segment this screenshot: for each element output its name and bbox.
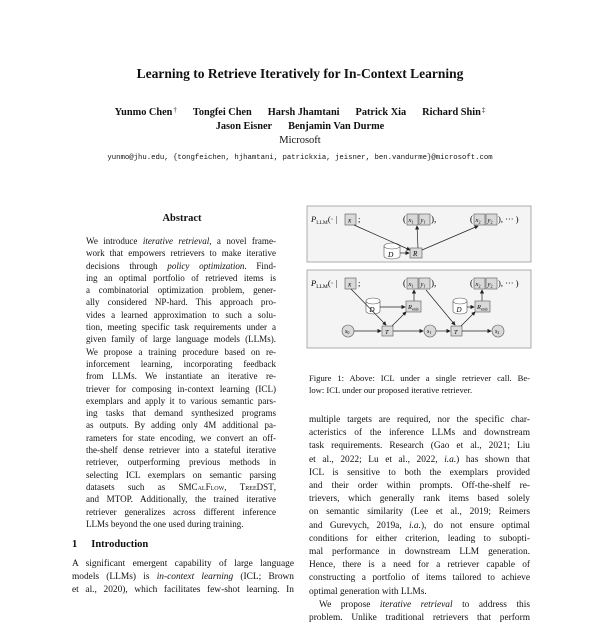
top-dots: ), ··· ) bbox=[498, 214, 519, 224]
top-y1-label: $y_1$ bbox=[420, 217, 426, 225]
section-heading-introduction bbox=[72, 539, 148, 550]
right-column-text bbox=[309, 414, 530, 625]
abstract-line: work that empowers retrievers to make iterative bbox=[86, 248, 276, 259]
right-column-line: ICL is sensitive to both the exemplars provided bbox=[309, 467, 530, 478]
right-column-line: task requirements. Research (Gao et al., 2021; Liu bbox=[309, 441, 530, 452]
abstract-line: rameters for state encoding, we convert an off- bbox=[86, 432, 276, 443]
bottom-state-s0-label: s0 bbox=[345, 329, 350, 336]
figure-1-caption bbox=[309, 372, 530, 396]
right-column-line: and their order within prompts. Off-the-shelf re- bbox=[309, 481, 530, 492]
bottom-state-s2-label: s2 bbox=[495, 329, 500, 336]
abstract-line: as outputs. By adding only 4M additional pa- bbox=[86, 420, 276, 431]
abstract-line: ally considered NP-hard. This approach pro- bbox=[86, 297, 276, 308]
abstract-line: retriever generalizes across different inference bbox=[86, 506, 276, 517]
bottom-y1-label: $y_1$ bbox=[420, 281, 426, 289]
right-column-line: We propose iterative retrieval to address this bbox=[319, 599, 530, 610]
top-x-label: x bbox=[348, 215, 352, 225]
abstract-text bbox=[86, 235, 276, 530]
bottom-pair2-open: ( bbox=[470, 278, 473, 288]
top-y2-label: $y_2$ bbox=[487, 217, 493, 225]
abstract-line: vides a learned approximation to such a solu- bbox=[86, 309, 276, 320]
abstract-line: decisions through policy optimization. Find- bbox=[86, 260, 276, 271]
abstract-line: We introduce iterative retrieval, a novel frame- bbox=[86, 236, 276, 246]
author-name: Patrick Xia bbox=[355, 107, 407, 118]
right-column-line: trievers, which generally rank items based solely bbox=[309, 494, 530, 505]
abstract-line: given family of large language models (LLMs). bbox=[86, 334, 276, 345]
author-name: Richard Shin‡ bbox=[422, 106, 486, 118]
abstract-line: inforcement learning, incorporating feedback bbox=[86, 358, 276, 369]
section-title: Introduction bbox=[91, 539, 149, 550]
top-x1-label: $x_1$ bbox=[408, 217, 414, 225]
right-column-line: conditions for either criterion, leading to subopti- bbox=[309, 533, 530, 544]
abstract-line: the-shelf dense retriever into a stateful iterative bbox=[86, 445, 276, 456]
abstract-line: a combinatorial optimization problem, gener- bbox=[86, 285, 276, 296]
bottom-pair1-open: ( bbox=[403, 278, 406, 288]
bottom-semicolon: ; bbox=[358, 278, 361, 288]
bottom-pair1-close: ), bbox=[431, 278, 437, 288]
bottom-x-label: x bbox=[348, 279, 352, 289]
right-column-line: et al., 2022; Lu et al., 2022, i.a.) has shown that bbox=[309, 454, 530, 465]
author-line-1 bbox=[0, 103, 600, 120]
abstract-line: We propose a training procedure based on re- bbox=[86, 346, 276, 357]
abstract-line: selecting ICL exemplars on semantic parsing bbox=[86, 469, 276, 480]
introduction-line: A significant emergent capability of large language bbox=[72, 559, 294, 569]
introduction-line: et al., 2020), which facilitates few-shot learning. In bbox=[72, 585, 294, 596]
author-name: Tongfei Chen bbox=[192, 107, 252, 118]
right-column-line: multiple targets are required, nor the specific char- bbox=[309, 415, 530, 425]
right-column-line: constructing a portfolio of items tailored to achieve bbox=[309, 573, 530, 584]
paper-title: Learning to Retrieve Iteratively for In-Context Learning bbox=[136, 66, 464, 81]
top-p-llm-label: $P_{LLM}(\cdot$ | bbox=[311, 214, 338, 226]
author-emails: yunmo@jhu.edu, {tongfeichen, hjhamtani, patrickxia, jeisner, ben.vandurme}@microsoft.com bbox=[107, 154, 493, 162]
top-pair1-close: ), bbox=[431, 214, 437, 224]
bottom-transition-label-1: T bbox=[385, 329, 389, 336]
bottom-database-label-2: D bbox=[456, 306, 462, 314]
bottom-p-llm-label: $P_{LLM}(\cdot$ | bbox=[311, 278, 338, 290]
bottom-transition-label-2: T bbox=[454, 329, 458, 336]
bottom-state-s1-label: s1 bbox=[427, 329, 432, 336]
top-semicolon: ; bbox=[358, 214, 361, 224]
top-database-label: D bbox=[388, 250, 394, 259]
abstract-line: LLMs beyond the one used during training. bbox=[86, 518, 244, 529]
abstract-line: datasets such as SMCalFlow, TreeDST, bbox=[86, 481, 276, 492]
abstract-heading: Abstract bbox=[162, 213, 202, 224]
author-line-2 bbox=[0, 120, 600, 134]
right-column-line: on semantic similarity (Lee et al., 2019; Reimers bbox=[309, 507, 530, 518]
top-retriever-label: R bbox=[413, 250, 418, 258]
top-x2-label: $x_2$ bbox=[475, 217, 481, 225]
caption-line: low: ICL under our proposed iterative retriever. bbox=[309, 385, 473, 395]
caption-line: Figure 1: Above: ICL under a single retriever call. Be- bbox=[309, 373, 530, 383]
right-column-line: mal performance in downstream LLM generation. bbox=[309, 547, 530, 558]
bottom-y2-label: $y_2$ bbox=[487, 281, 493, 289]
right-column-line: acteristics of the inference LLMs and downstream bbox=[309, 428, 530, 439]
author-mark: ‡ bbox=[481, 106, 486, 114]
top-pair2-open: ( bbox=[470, 214, 473, 224]
bottom-x2-label: $x_2$ bbox=[475, 281, 481, 289]
abstract-line: ing tasks that demand synthesized programs bbox=[86, 408, 276, 419]
right-column-line: and Gurevych, 2019a, i.a.), do not ensure optimal bbox=[309, 520, 530, 531]
bottom-retriever-label-2: $R_{emb}$ bbox=[477, 304, 488, 312]
top-pair1-open: ( bbox=[403, 214, 406, 224]
figure-1-diagram bbox=[306, 204, 532, 364]
bottom-x1-label: $x_1$ bbox=[408, 281, 414, 289]
section-number: 1 bbox=[72, 539, 78, 550]
bottom-dots: ), ··· ) bbox=[498, 278, 519, 288]
bottom-retriever-label-1: $R_{emb}$ bbox=[408, 304, 419, 312]
abstract-line: ing an optimal portfolio of retrieved items is bbox=[86, 272, 276, 283]
author-name: Jason Eisner bbox=[215, 121, 273, 132]
abstract-line: and MTOP. Additionally, the trained iterative bbox=[86, 494, 276, 505]
author-name: Benjamin Van Durme bbox=[288, 121, 385, 132]
abstract-line: retriever, outperforming previous methods in bbox=[86, 457, 276, 468]
author-list bbox=[0, 103, 600, 134]
author-mark: † bbox=[173, 106, 177, 114]
bottom-database-label-1: D bbox=[369, 306, 375, 314]
abstract-line: from LLMs. We instantiate an iterative re- bbox=[86, 371, 276, 382]
author-name: Harsh Jhamtani bbox=[267, 107, 340, 118]
introduction-text bbox=[72, 558, 294, 598]
introduction-line: models (LLMs) is in-context learning (ICL; Brown bbox=[72, 572, 294, 583]
right-column-line: problem. Unlike traditional retrievers that perform bbox=[309, 613, 530, 624]
abstract-line: triever for composing in-context learning (ICL) bbox=[86, 383, 276, 394]
right-column-line: Hence, there is a need for a retriever capable of bbox=[309, 560, 530, 571]
abstract-line: exemplars and apply it to various semantic pars- bbox=[86, 395, 276, 406]
affiliation: Microsoft bbox=[279, 135, 321, 146]
author-name: Yunmo Chen† bbox=[114, 106, 177, 118]
abstract-line: tion, meeting specific task requirements under a bbox=[86, 322, 276, 333]
right-column-line: optimal generation with LLMs. bbox=[309, 586, 427, 597]
